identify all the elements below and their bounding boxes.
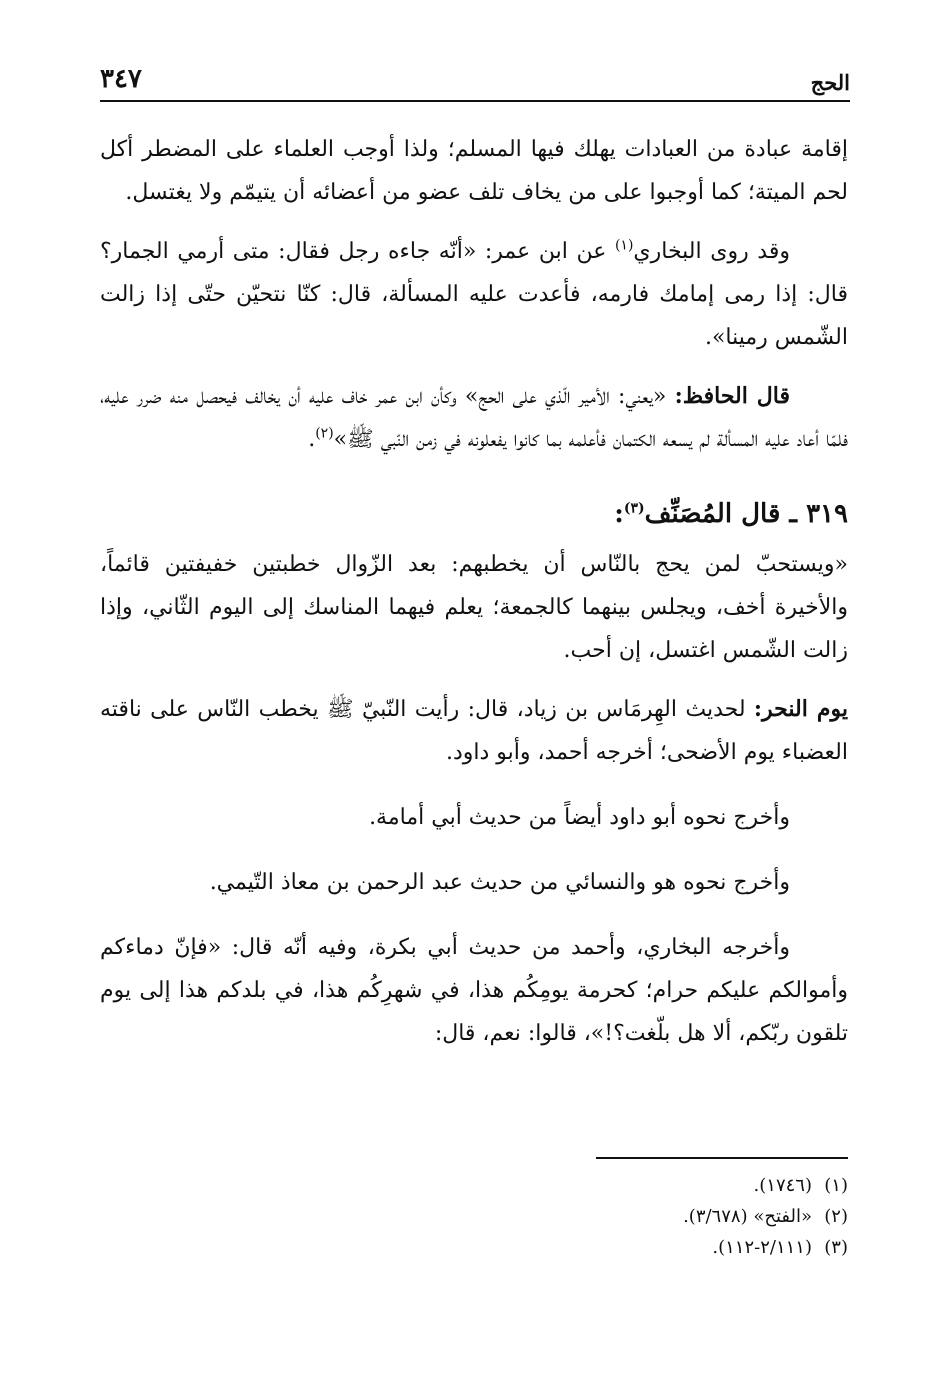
footnote-1: [100, 1170, 848, 1201]
paragraph-4: «ويستحبّ لمن يحج بالنّاس أن يخطبهم: بعد الزّوال خطبتين خفيفتين قائماً، والأخيرة أخف، ويجلس بينهما كالجمعة؛ يعلم فيهما المناسك إلى اليوم الثّاني، وإذا زالت الشّمس اغتسل، إن أحب.: [100, 552, 848, 663]
footnote-2: [100, 1201, 848, 1232]
main-text: [100, 128, 848, 1055]
paragraph-3: [100, 375, 848, 461]
chapter-title: الحج: [810, 70, 850, 95]
footnote-number: (٣): [824, 1237, 848, 1258]
paragraph-3-end: .: [308, 427, 316, 452]
section-heading-text: ٣١٩ ـ قال المُصَنِّف: [644, 499, 848, 529]
footnote-ref-2[interactable]: (٢): [315, 425, 334, 442]
section-heading-colon: :: [614, 499, 624, 529]
paragraph-8: وأخرجه البخاري، وأحمد من حديث أبي بكرة، وفيه أنّه قال: «فإنّ دماءكم وأموالكم عليكم حرام؛ كحرمة يومِكُم هذا، في شهرِكُم هذا، في بلدكم هذا إلى يوم تلقون ربّكم، ألا هل بلّغت؟!»، قالوا: نعم، قال:: [100, 935, 848, 1046]
page-number: ٣٤٧: [100, 64, 142, 94]
paragraph-1: إقامة عبادة من العبادات يهلك فيها المسلم؛ ولذا أوجب العلماء على المضطر أكل لحم الميتة؛ كما أوجبوا على من يخاف تلف عضو من أعضائه أن يتيمّم ولا يغتسل.: [100, 137, 848, 205]
footnote-text: (١٧٤٦).: [753, 1175, 812, 1196]
footnote-number: (١): [824, 1175, 848, 1196]
paragraph-5: [100, 688, 848, 774]
paragraph-2-start: وقد روى البخاري: [633, 239, 790, 264]
paragraph-7: وأخرج نحوه هو والنسائي من حديث عبد الرحمن بن معاذ التّيمي.: [209, 870, 790, 895]
footnote-ref-1[interactable]: (١): [614, 237, 634, 254]
footnote-separator: [596, 1157, 848, 1159]
footnote-3: [100, 1232, 848, 1263]
header-rule: [100, 100, 850, 102]
section-heading: [100, 491, 848, 537]
paragraph-5-text: لحديث الهِرمَاس بن زياد، قال: رأيت النّبيّ ﷺ يخطب النّاس على ناقته العضباء يوم الأضحى؛ أخرجه أحمد، وأبو داود.: [100, 697, 848, 765]
paragraph-2-rest: عن ابن عمر: «أنّه جاءه رجل فقال: متى أرمي الجمار؟ قال: إذا رمى إمامك فارمه، فأعدت عليه المسألة، قال: كنّا نتحيّن حتّى إذا زالت الشّمس رمينا».: [100, 239, 848, 350]
paragraph-2: [100, 230, 848, 359]
yawm-nahr-label: يوم النحر:: [753, 696, 848, 722]
footnotes: [100, 1170, 848, 1263]
footnote-text: (٢/١١١-١١٢).: [712, 1237, 812, 1258]
footnote-number: (٢): [824, 1206, 848, 1227]
footnote-text: «الفتح» (٣/٦٧٨).: [683, 1206, 812, 1227]
running-header: [100, 58, 850, 102]
footnote-ref-3[interactable]: (٣): [623, 500, 645, 517]
paragraph-6: وأخرج نحوه أبو داود أيضاً من حديث أبي أمامة.: [369, 805, 790, 830]
paragraph-3-text: «يعني: الأمير الّذي على الحج» وكأن ابن عمر خاف عليه أن يخالف فيحصل منه ضرر عليه، فلمّا أعاد عليه المسألة لم يسعه الكتمان فأعلمه بما كانوا يفعلونه في زمن النّبي ﷺ»: [100, 384, 848, 452]
hafiz-label: قال الحافظ:: [674, 383, 790, 409]
